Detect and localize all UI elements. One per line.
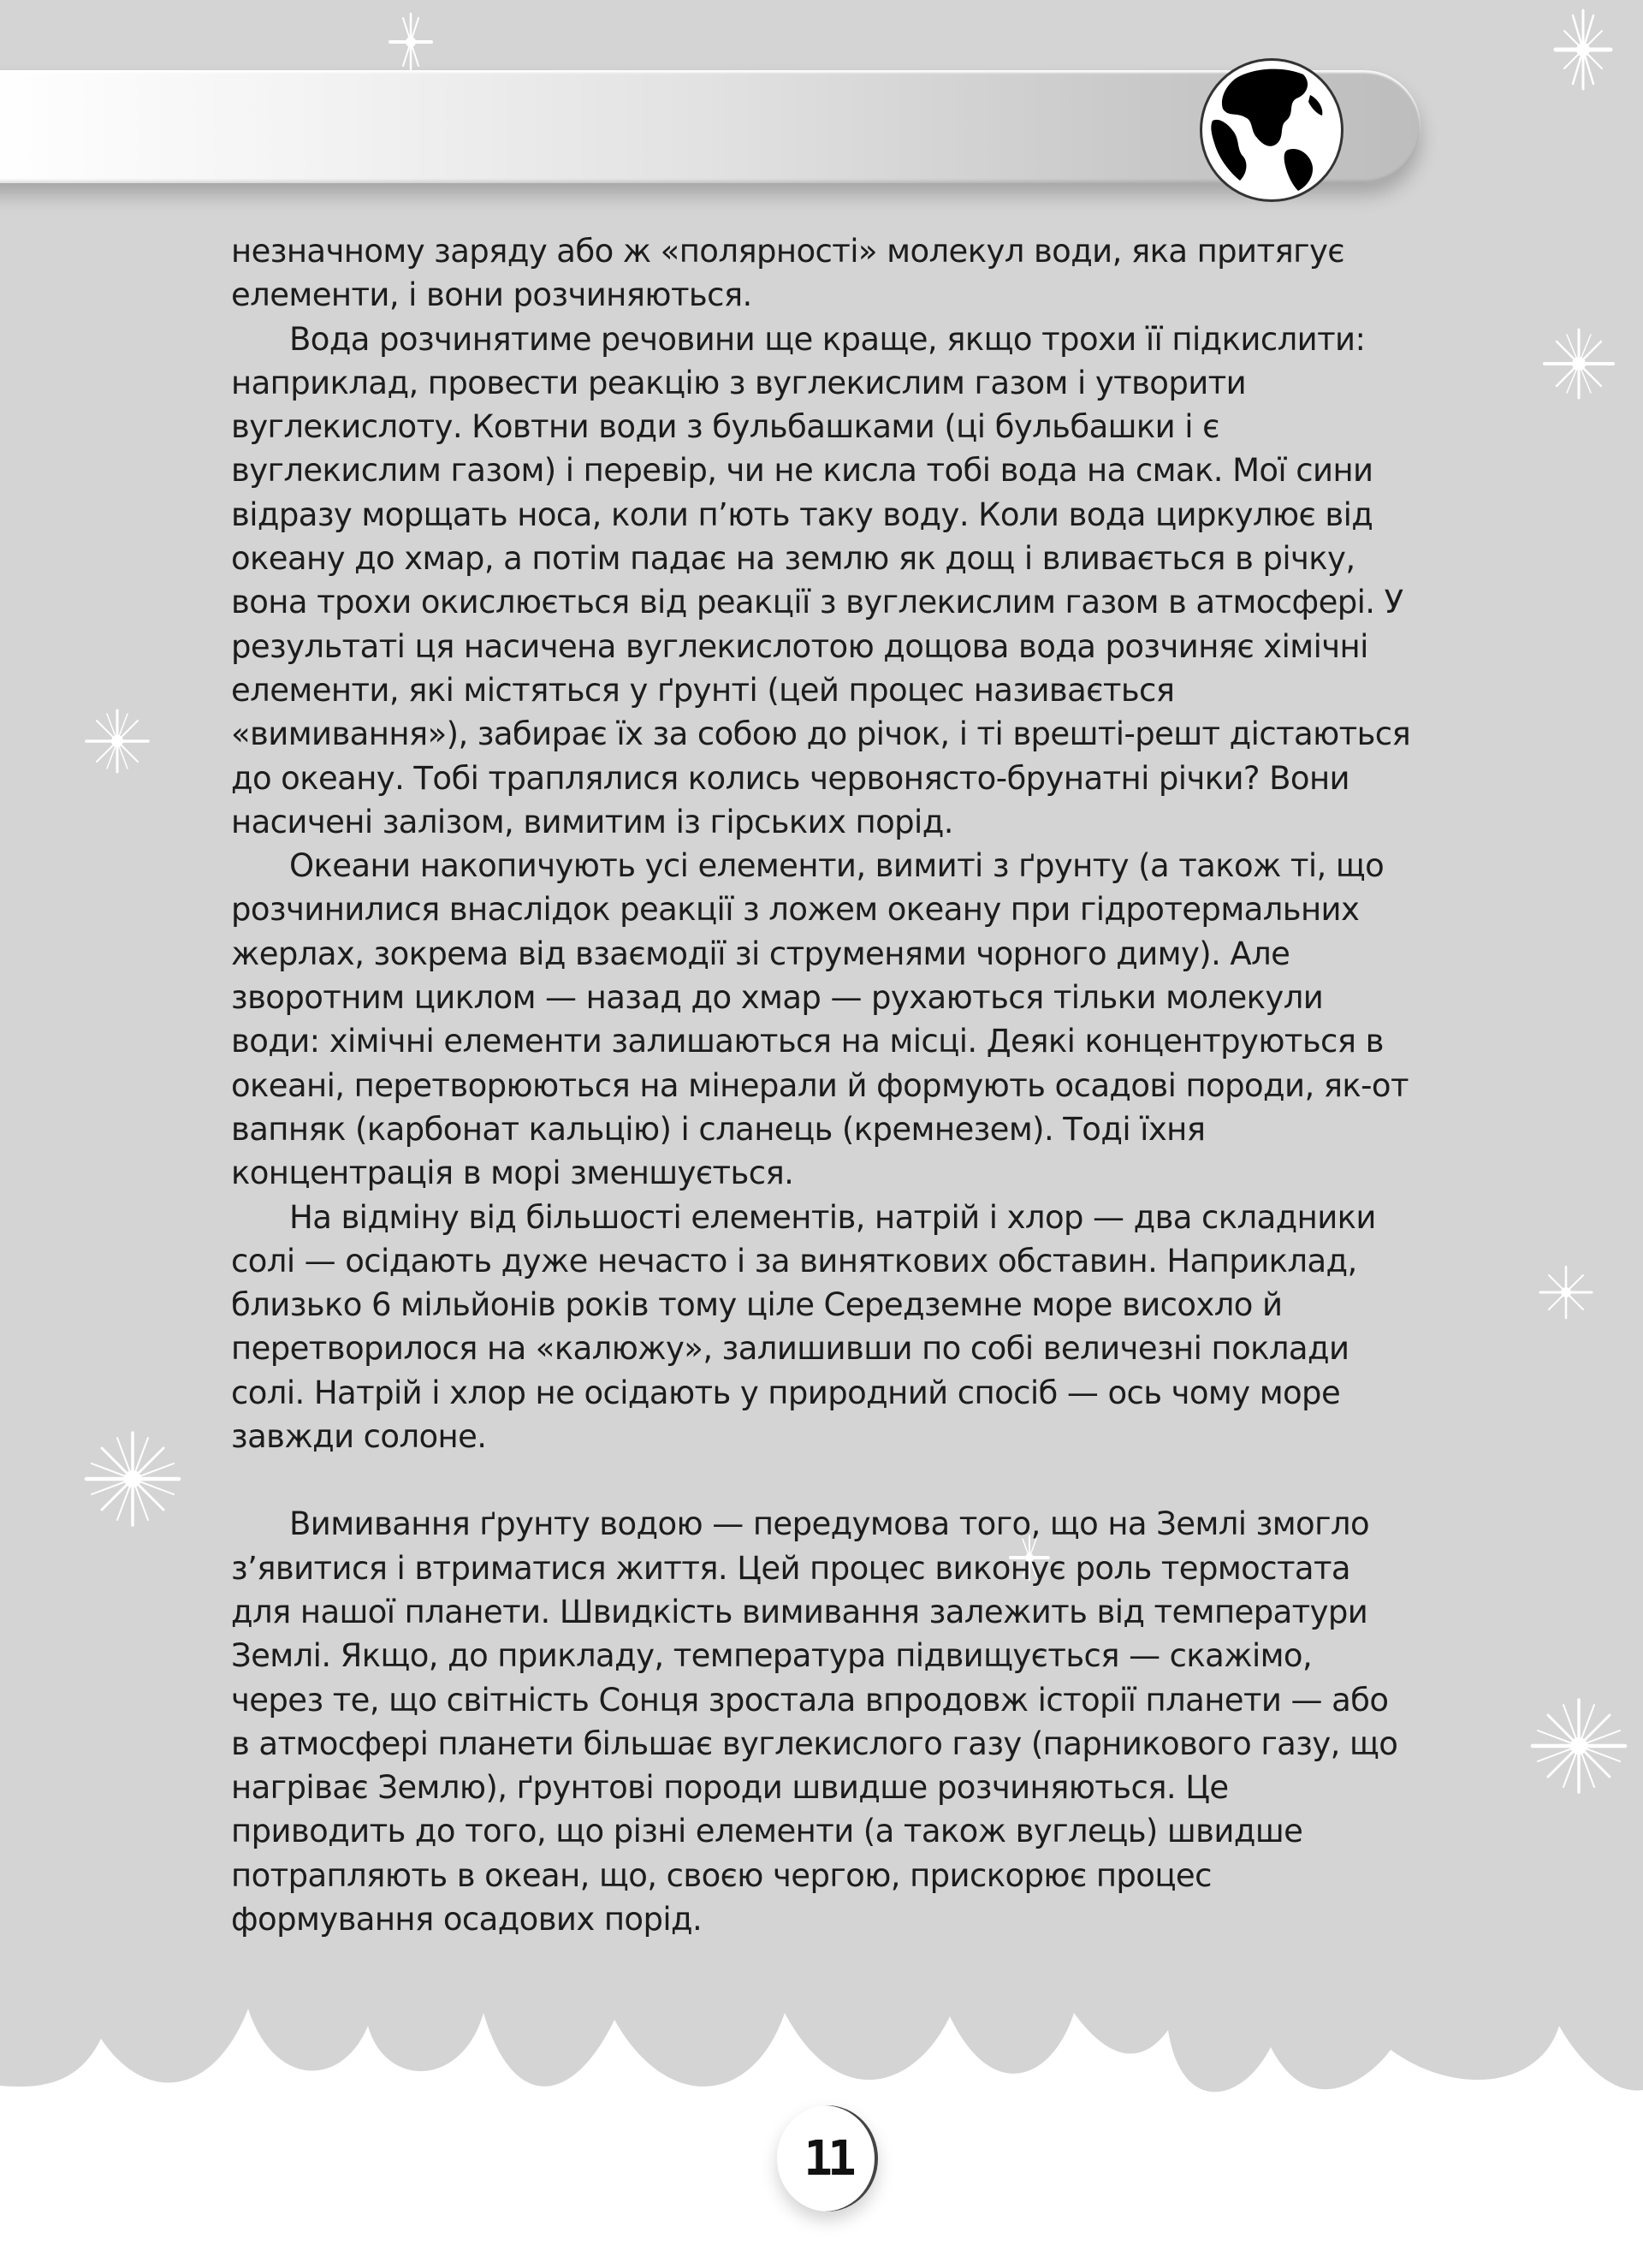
page-number: 11: [777, 2105, 878, 2212]
sparkle-star-icon: [1540, 325, 1617, 402]
paragraph: На відміну від більшості елементів, натрій і хлор — два складники солі — осідають дуже нечасто і за виняткових обставин. Наприклад, близько 6 мільйонів років тому ціле Середземне море висохло й перетворилося на «калюжу», залишивши по собі величезні поклади солі. Натрій і хлор не осідають у природний спосіб — ось чому море завжди солоне.: [231, 1198, 1376, 1456]
sparkle-star-icon: [1549, 7, 1617, 92]
sparkle-star-icon: [83, 707, 151, 775]
paragraph: Вимивання ґрунту водою — передумова того, що на Землі змогло з’явитися і втриматися життя. Цей процес виконує роль термостата для нашої планети. Швидкість вимивання залежить від температури Землі. Якщо, до прикладу, температура підвищується — скажімо, через те, що світність Сонця зростала впродовж історії планети — або в атмосфері планети більшає вуглекислого газу (парникового газу, що нагріває Землю), ґрунтові породи швидше розчиняються. Це приводить до того, що різні елементи (а також вуглець) швидше потрапляють в океан, що, своєю чергою, прискорює процес формування осадових порід.: [231, 1505, 1398, 1938]
sparkle-star-icon: [1536, 1262, 1596, 1322]
paragraph: Вода розчинятиме речовини ще краще, якщо трохи її підкислити: наприклад, провести реакцію з вуглекислим газом і утворити вуглекислоту. Ковтни води з бульбашками (ці бульбашки і є вуглекислим газом) і перевір, чи не кисла тобі вода на смак. Мої сини відразу морщать носа, коли п’ють таку воду. Коли вода циркулює від океану до хмар, а потім падає на землю як дощ і вливається в річку, вона трохи окислюється від реакції з вуглекислим газом в атмосфері. У результаті ця насичена вуглекислотою дощова вода розчиняє хімічні елементи, які містяться у ґрунті (цей процес називається «вимивання»), забирає їх за собою до річок, і ті врешті-решт дістаються до океану. Тобі траплялися колись червонясто-брунатні річки? Вони насичені залізом, вимитим із гірських порід.: [231, 320, 1411, 840]
globe-icon: [1200, 58, 1343, 202]
sparkle-star-icon: [1527, 1695, 1630, 1797]
paragraph: незначному заряду або ж «полярності» молекул води, яка притягує елементи, і вони розчиняються.: [231, 233, 1344, 314]
paragraph: Океани накопичують усі елементи, вимиті з ґрунту (а також ті, що розчинилися внаслідок реакції з ложем океану при гідротермальних жерлах, зокрема від взаємодії зі струменями чорного диму). Але зворотним циклом — назад до хмар — рухаються тільки молекули води: хімічні елементи залишаються на місці. Деякі концентруються в океані, перетворюються на мінерали й формують осадові породи, як-от вапняк (карбонат кальцію) і сланець (кремнезем). Тоді їхня концентрація в морі зменшується.: [231, 847, 1409, 1192]
sparkle-star-icon: [81, 1428, 184, 1530]
sparkle-star-icon: [385, 12, 436, 72]
article-body: [231, 229, 1412, 1941]
